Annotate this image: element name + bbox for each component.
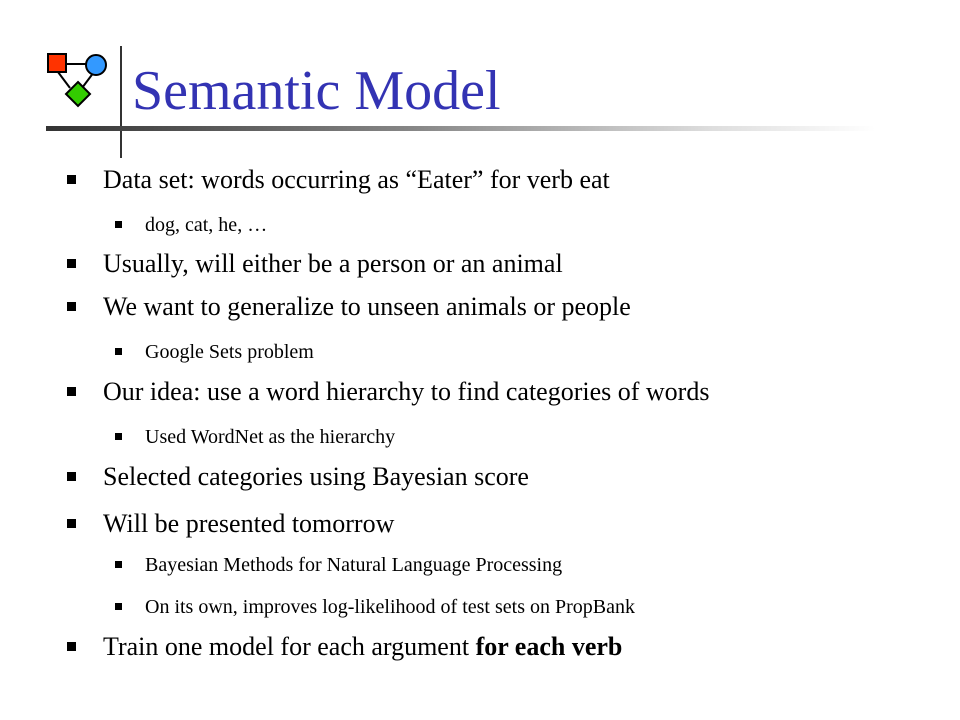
- bullet-marker: [115, 221, 122, 228]
- logo-circle: [86, 55, 106, 75]
- diagram-logo-icon: [42, 48, 114, 120]
- bullet-marker: [115, 433, 122, 440]
- sub-bullet-item: [145, 595, 635, 619]
- bullet-text: [103, 632, 622, 661]
- bullet-text: Bayesian Methods for Natural Language Processing: [145, 554, 563, 576]
- bullet-item: [103, 377, 709, 407]
- bullet-marker: [67, 387, 76, 396]
- bullet-marker: [115, 603, 122, 610]
- bullet-text: On its own, improves log-likelihood of test sets on PropBank: [145, 596, 635, 618]
- sub-bullet-item: [145, 213, 267, 237]
- bullet-text: We want to generalize to unseen animals or people: [103, 292, 631, 321]
- bullet-text: Our idea: use a word hierarchy to find categories of words: [103, 377, 710, 406]
- bullet-item: [103, 509, 394, 539]
- bullet-text: dog, cat, he, …: [145, 214, 268, 236]
- sub-bullet-item: [145, 340, 314, 364]
- bullet-item: [103, 632, 622, 662]
- bullet-marker: [67, 259, 76, 268]
- bullet-marker: [67, 472, 76, 481]
- bullet-item: [103, 292, 631, 322]
- sub-bullet-item: [145, 553, 562, 577]
- bullet-text: Will be presented tomorrow: [103, 509, 395, 538]
- bullet-marker: [67, 302, 76, 311]
- bullet-marker: [115, 348, 122, 355]
- bullet-marker: [67, 175, 76, 184]
- sub-bullet-item: [145, 425, 395, 449]
- logo-diamond: [66, 82, 90, 106]
- bullet-text: Data set: words occurring as “Eater” for verb eat: [103, 165, 610, 194]
- bullet-text: Used WordNet as the hierarchy: [145, 426, 396, 448]
- bullet-text: Usually, will either be a person or an animal: [103, 249, 563, 278]
- title-vertical-rule: [120, 46, 122, 158]
- bullet-text: Google Sets problem: [145, 341, 314, 363]
- bullet-item: [103, 462, 529, 492]
- bullet-text-plain: Train one model for each argument: [103, 632, 476, 661]
- bullet-item: [103, 249, 563, 279]
- bullet-text-bold: for each verb: [475, 632, 623, 661]
- bullet-marker: [67, 519, 76, 528]
- title-horizontal-rule: [46, 126, 876, 131]
- logo-square: [48, 54, 66, 72]
- bullet-item: [103, 165, 610, 195]
- bullet-text: Selected categories using Bayesian score: [103, 462, 529, 491]
- bullet-marker: [115, 561, 122, 568]
- slide-title: Semantic Model: [132, 60, 501, 122]
- bullet-marker: [67, 642, 76, 651]
